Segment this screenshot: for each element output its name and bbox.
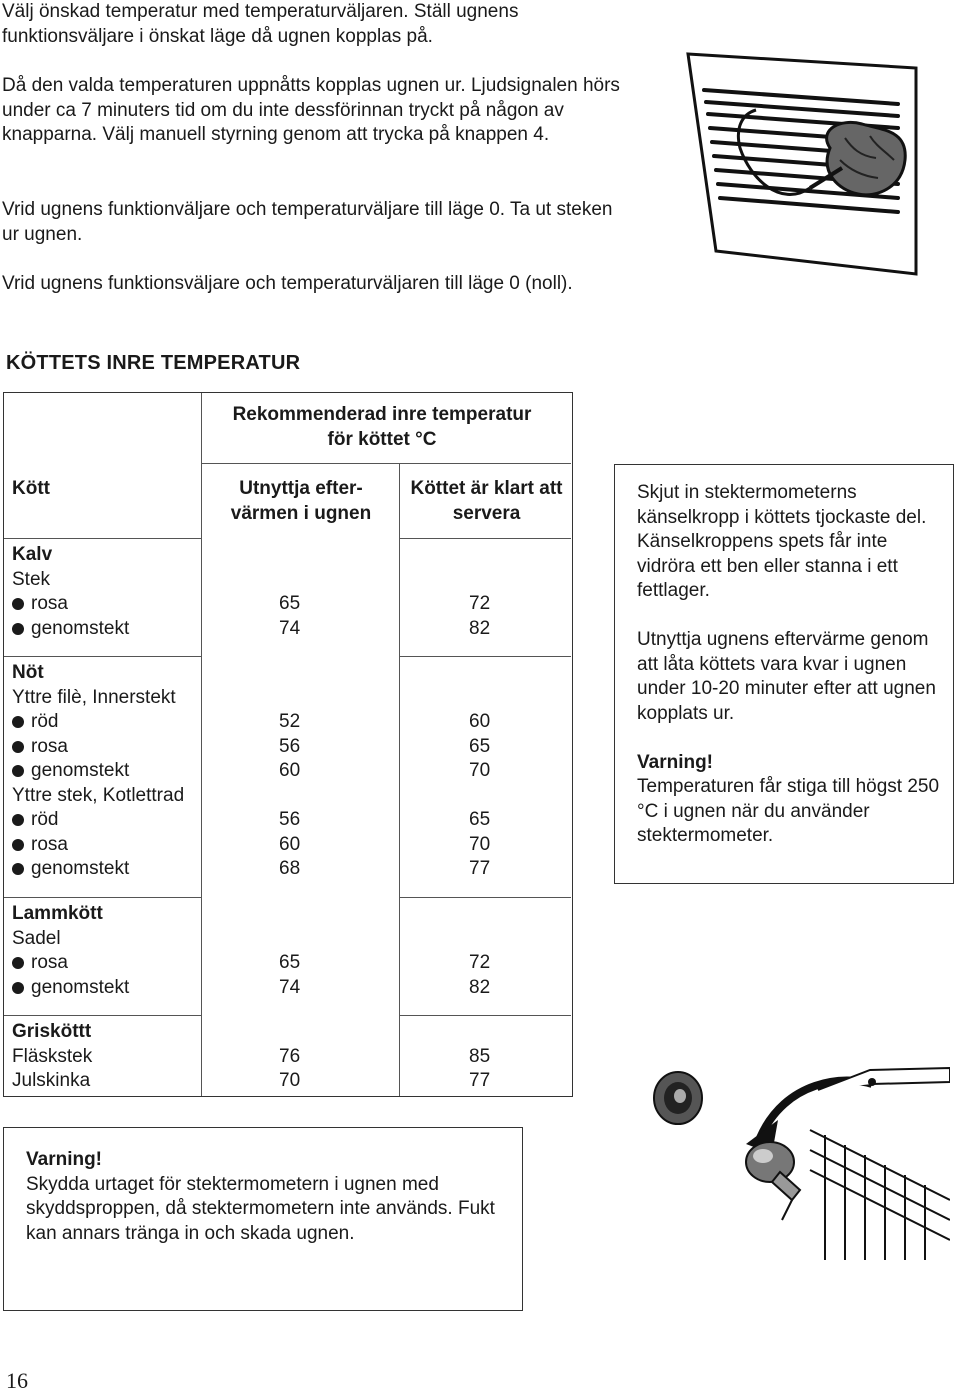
warning-title: Varning! [26, 1149, 103, 1170]
table-row-label [12, 857, 129, 882]
row-label-text: rosa [31, 833, 68, 855]
table-row-label [12, 686, 176, 711]
table-row-label [12, 1045, 92, 1070]
table-row-label [12, 808, 58, 833]
residual-temperature-cell: 76 [279, 1045, 301, 1067]
info-warning-text: Temperaturen får stiga till högst 250 °C i ugnen när du använder stektermometer. [637, 776, 940, 846]
table-super-header: Rekommenderad inre temperatur för köttet °C [232, 404, 532, 450]
row-label-text: Fläskstek [12, 1045, 93, 1067]
ready-temperature-cell: 70 [469, 760, 491, 781]
table-row-label [12, 927, 61, 952]
bullet-icon [12, 863, 24, 875]
table-row-label [12, 759, 129, 784]
info-box [614, 464, 954, 884]
row-label-text: genomstekt [31, 976, 130, 998]
ready-temperature-cell: 85 [469, 1045, 491, 1067]
temperature-table [3, 392, 573, 1097]
bullet-icon [12, 814, 24, 826]
bullet-icon [12, 765, 24, 777]
group-name: Lammkött [12, 903, 103, 924]
bullet-icon [12, 741, 24, 753]
residual-temperature-cell: 56 [279, 809, 301, 830]
ready-temperature-cell: 60 [469, 711, 491, 732]
column-header-meat: Kött [12, 478, 50, 499]
ready-temperature-cell: 82 [469, 617, 491, 639]
row-label-text: Yttre stek, Kotlettrad [12, 784, 185, 806]
row-label-text: Julskinka [12, 1070, 91, 1091]
ready-temperature-cell: 72 [469, 952, 491, 973]
row-label-text: genomstekt [31, 617, 130, 639]
table-row-label [12, 833, 68, 858]
ready-temperature-cell: 82 [469, 976, 491, 998]
row-label-text: röd [31, 809, 59, 830]
page-number: 16 [6, 1368, 28, 1393]
intro-paragraph-4: Vrid ugnens funktionsväljare och temperaturväljaren till läge 0 (noll). [2, 273, 573, 294]
table-row-label [12, 784, 184, 809]
residual-temperature-cell: 74 [279, 976, 301, 998]
table-row-label [12, 617, 129, 642]
residual-temperature-cell: 70 [279, 1070, 301, 1091]
group-name: Kalv [12, 544, 53, 565]
info-paragraph-2: Utnyttja ugnens eftervärme genom att låta köttets vara kvar i ugnen under 10-20 minuter efter att ugnen kopplats ur. [637, 629, 936, 724]
group-name: Nöt [12, 662, 44, 683]
residual-temperature-cell: 74 [279, 617, 301, 639]
ready-temperature-cell: 65 [469, 809, 491, 830]
table-row-label [12, 951, 68, 976]
ready-temperature-cell: 77 [469, 1070, 491, 1091]
residual-temperature-cell: 68 [279, 858, 301, 879]
residual-temperature-cell: 52 [279, 711, 301, 732]
row-label-text: rosa [31, 735, 68, 757]
row-label-text: Stek [12, 568, 51, 590]
ready-temperature-cell: 70 [469, 833, 491, 855]
row-label-text: Yttre filè, Innerstekt [12, 686, 176, 708]
group-name: Grisköttt [12, 1021, 92, 1042]
bullet-icon [12, 716, 24, 728]
residual-temperature-cell: 56 [279, 735, 301, 757]
row-label-text: rosa [31, 593, 68, 614]
bullet-icon [12, 839, 24, 851]
table-row-label [12, 592, 68, 617]
ready-temperature-cell: 77 [469, 858, 491, 879]
column-header-ready: Köttet är klart att servera [410, 478, 563, 524]
row-label-text: röd [31, 711, 59, 732]
bullet-icon [12, 598, 24, 610]
table-row-label [12, 568, 50, 593]
residual-temperature-cell: 60 [279, 760, 301, 781]
info-warning-title: Varning! [637, 751, 714, 773]
warning-box [3, 1127, 523, 1311]
residual-temperature-cell: 65 [279, 952, 301, 973]
info-paragraph-1: Skjut in stektermometerns känselkropp i köttets tjockaste del. Känselkroppens spets får inte vidröra ett ben eller stanna i ett fettlager. [637, 482, 927, 601]
socket-plug-icon [650, 1050, 950, 1260]
table-row-label [12, 735, 68, 760]
intro-paragraph-2: Då den valda temperaturen uppnåtts kopplas ugnen ur. Ljudsignalen hörs under ca 7 minuters tid om du inte dessförinnan tryckt på någon av knapparna. Välj manuell styrning genom att trycka på knappen 4. [2, 75, 620, 145]
oven-roast-thermometer-icon [680, 48, 925, 278]
table-row-label [12, 1069, 90, 1094]
residual-temperature-cell: 65 [279, 593, 301, 614]
ready-temperature-cell: 65 [469, 735, 491, 757]
ready-temperature-cell: 72 [469, 593, 491, 614]
row-label-text: rosa [31, 952, 68, 973]
row-label-text: genomstekt [31, 760, 130, 781]
intro-paragraph-3: Vrid ugnens funktionväljare och temperaturväljare till läge 0. Ta ut steken ur ugnen. [2, 199, 613, 245]
bullet-icon [12, 982, 24, 994]
bullet-icon [12, 623, 24, 635]
intro-paragraph-1: Välj önskad temperatur med temperaturväljaren. Ställ ugnens funktionsväljare i önskat läge då ugnen kopplas på. [2, 1, 519, 47]
column-header-residual: Utnyttja efter-värmen i ugnen [230, 478, 372, 524]
row-label-text: genomstekt [31, 858, 130, 879]
residual-temperature-cell: 60 [279, 833, 301, 855]
table-row-label [12, 710, 58, 735]
section-heading: KÖTTETS INRE TEMPERATUR [6, 352, 301, 374]
bullet-icon [12, 957, 24, 969]
table-row-label [12, 976, 129, 1001]
warning-text: Skydda urtaget för stektermometern i ugnen med skyddsproppen, då stektermometern inte används. Fukt kan annars tränga in och skada ugnen. [26, 1173, 495, 1244]
row-label-text: Sadel [12, 927, 61, 949]
